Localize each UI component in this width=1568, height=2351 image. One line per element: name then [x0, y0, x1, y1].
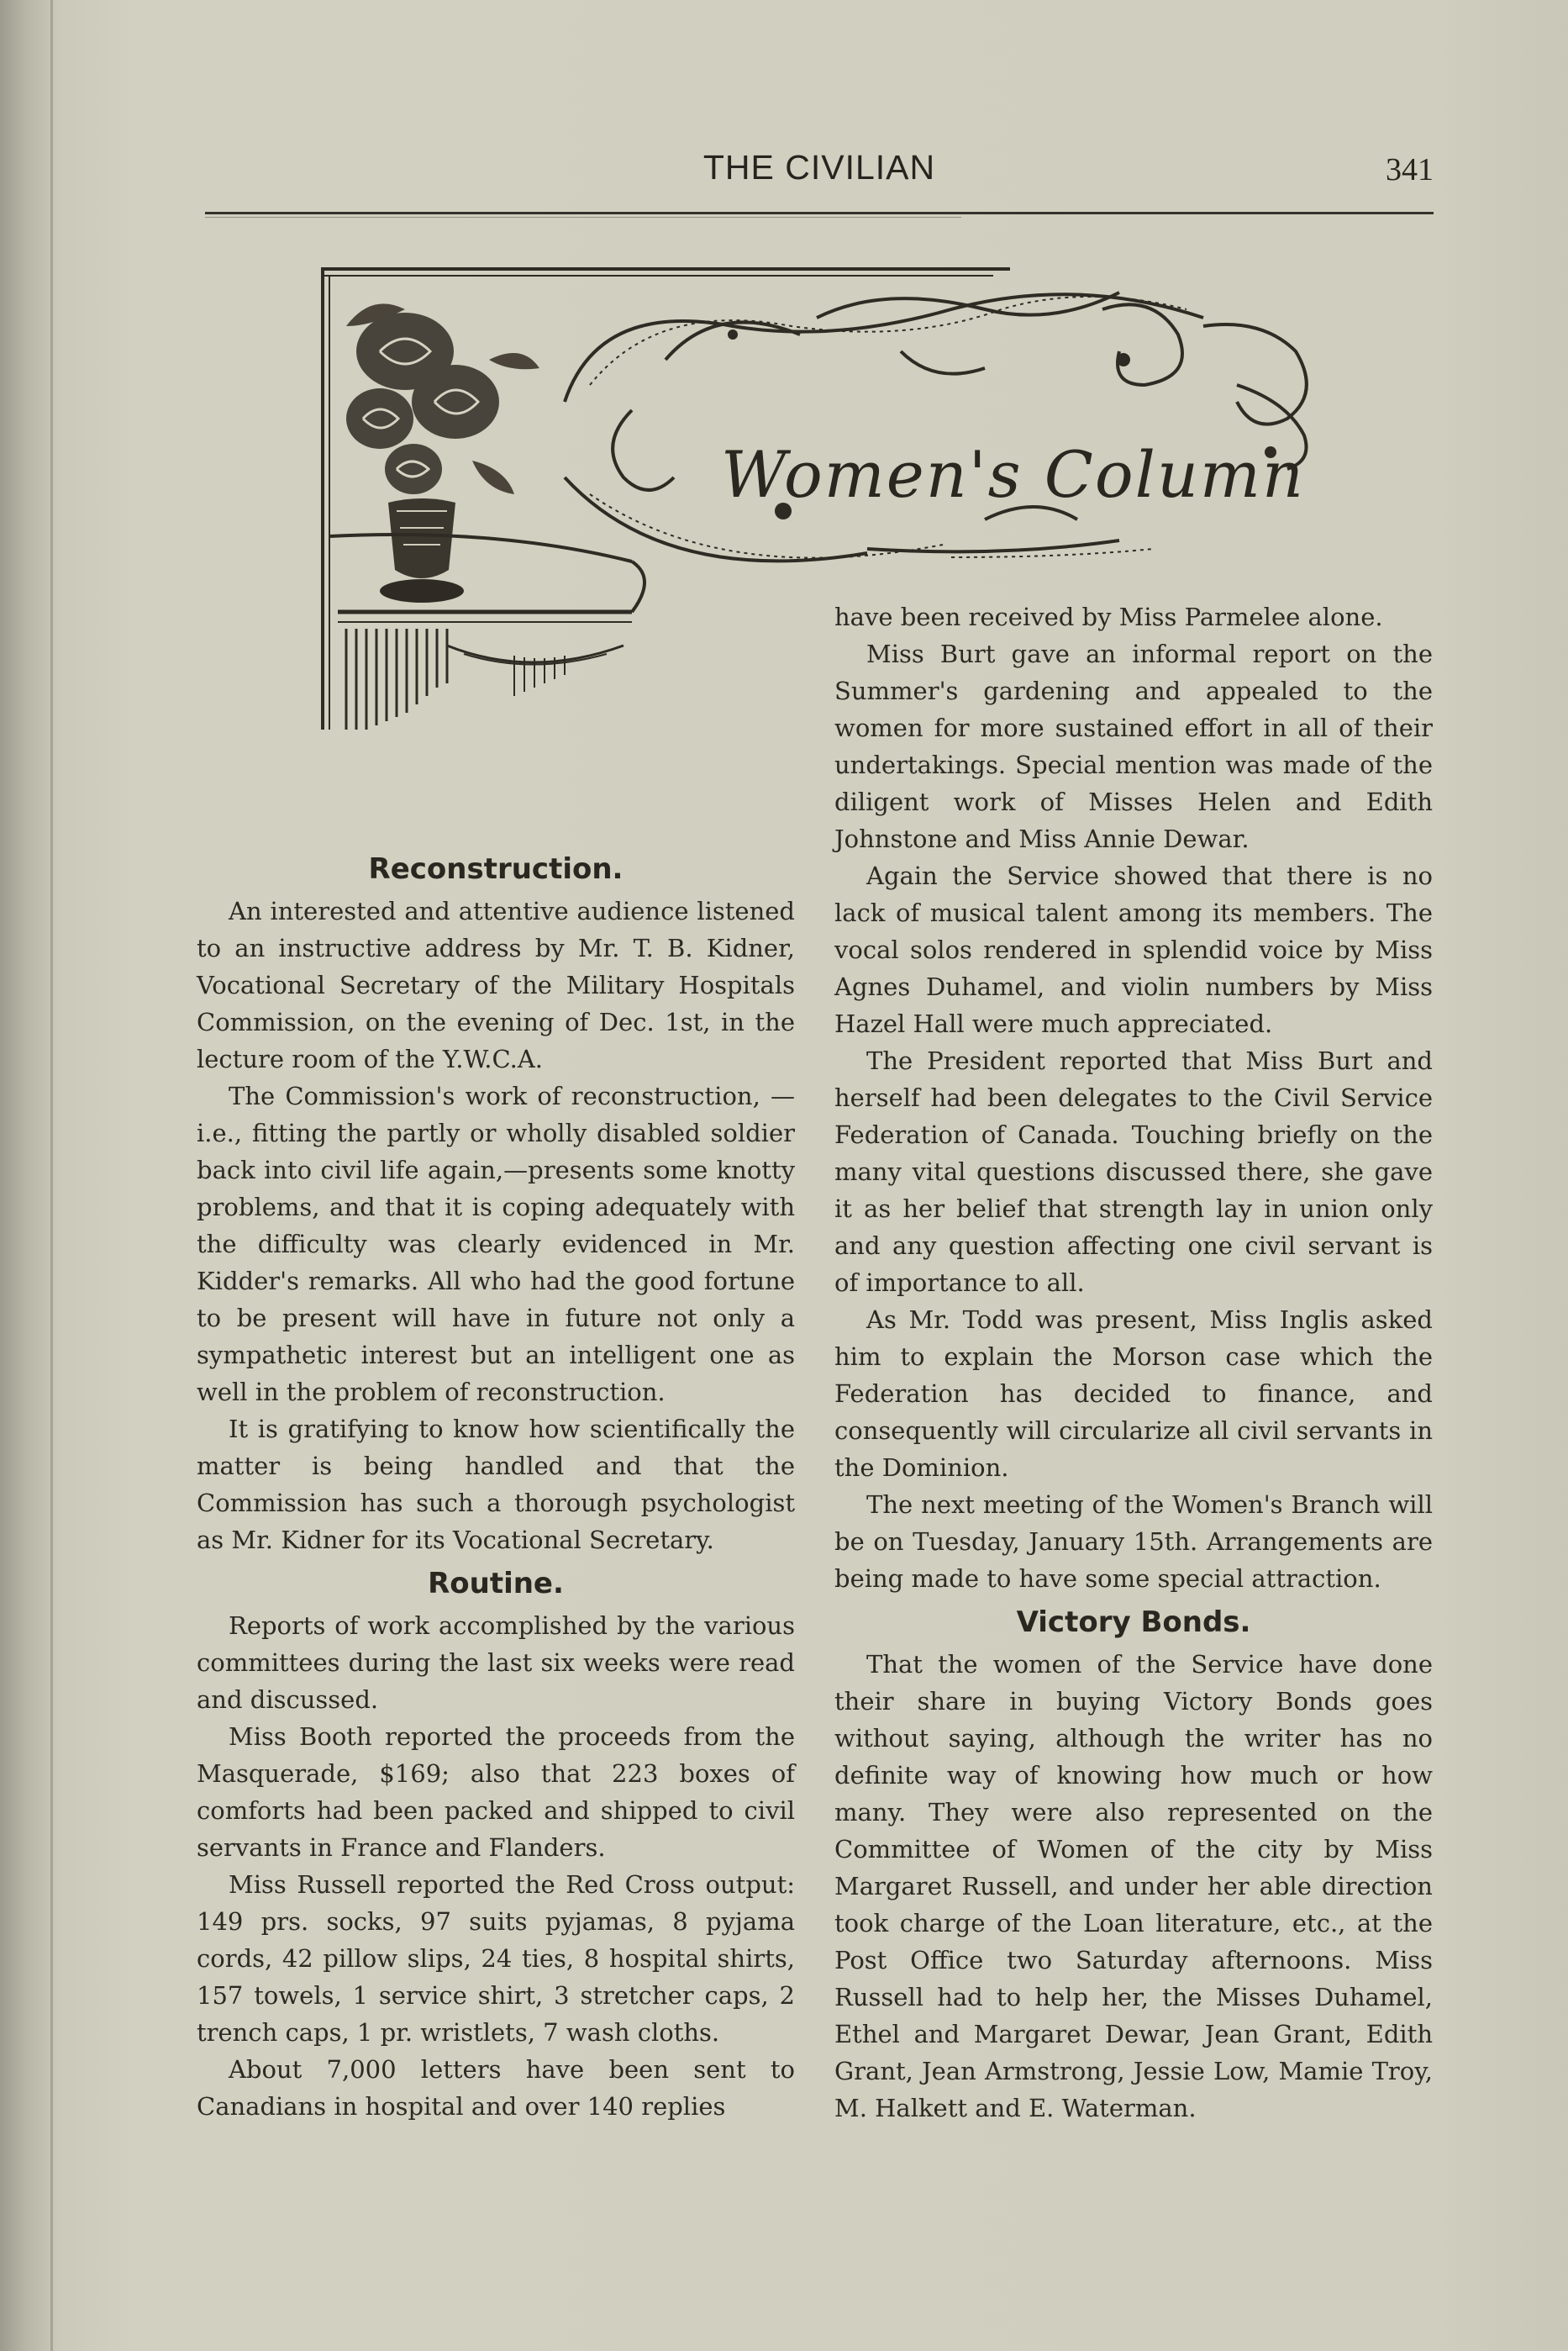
section-heading: Routine. — [428, 1567, 564, 1600]
section-heading: Victory Bonds. — [1016, 1605, 1251, 1639]
left-column — [197, 844, 795, 2125]
paragraph: Miss Russell reported the Red Cross output: 149 prs. socks, 97 suits pyjamas, 8 pyjama cords, 42 pillow slips, 24 ties, 8 hospital shirts, 157 towels, 1 service shirt, 3 stretcher caps, 2 trench caps, 1 pr. wristlets, 7 wash cloths. — [197, 1870, 795, 2047]
right-column — [834, 598, 1433, 2127]
paragraph: About 7,000 letters have been sent to Canadians in hospital and over 140 replies — [197, 2055, 795, 2121]
column-title: Women's Column — [721, 437, 1305, 512]
paragraph: An interested and attentive audience listened to an instructive address by Mr. T. B. Kidner, Vocational Secretary of the Military Hospitals Commission, on the evening of Dec. 1st, in the lecture room of the Y.W.C.A. — [197, 897, 795, 1073]
paragraph: That the women of the Service have done their share in buying Victory Bonds goes without saying, although the writer has no definite way of knowing how much or how many. They were also represented on the Committee of Women of the city by Miss Margaret Russell, and under her able direction took charge of the Loan literature, etc., at the Post Office two Saturday afternoons. Miss Russell had to help her, the Misses Duhamel, Ethel and Margaret Dewar, Jean Grant, Edith Grant, Jean Armstrong, Jessie Low, Mamie Troy, M. Halkett and E. Waterman. — [834, 1650, 1433, 2122]
paragraph: It is gratifying to know how scientifically the matter is being handled and that the Commission has such a thorough psychologist as Mr. Kidner for its Vocational Secretary. — [197, 1415, 795, 1554]
paragraph: As Mr. Todd was present, Miss Inglis asked him to explain the Morson case which the Federation has decided to finance, and consequently will circularize all civil servants in the Dominion. — [834, 1305, 1433, 1482]
paragraph: Miss Burt gave an informal report on the Summer's gardening and appealed to the women for more sustained effort in all of their undertakings. Special mention was made of the diligent work of Misses Helen and Edith Johnstone and Miss Annie Dewar. — [834, 640, 1433, 853]
paragraph: The Commission's work of reconstruction, —i.e., fitting the partly or wholly disabled soldier back into civil life again,—presents some knotty problems, and that it is coping adequately with the difficulty was clearly evidenced in Mr. Kidder's remarks. All who had the good fortune to be present will have in future not only a sympathetic interest but an intelligent one as well in the problem of reconstruction. — [197, 1082, 795, 1406]
paragraph: Miss Booth reported the proceeds from the Masquerade, $169; also that 223 boxes of comforts had been packed and shipped to civil servants in France and Flanders. — [197, 1722, 795, 1862]
page-number: 341 — [1386, 152, 1434, 187]
paragraph: The next meeting of the Women's Branch will be on Tuesday, January 15th. Arrangements are being made to have some special attraction. — [834, 1490, 1433, 1593]
section-heading: Reconstruction. — [368, 852, 624, 886]
paragraph: The President reported that Miss Burt and herself had been delegates to the Civil Service Federation of Canada. Touching briefly on the many vital questions discussed there, she gave it as her belief that strength lay in union only and any question affecting one civil servant is of importance to all. — [834, 1046, 1433, 1297]
paragraph-continuation: have been received by Miss Parmelee alone. — [834, 603, 1383, 631]
running-title: THE CIVILIAN — [702, 148, 936, 187]
header-rule-thin — [205, 217, 961, 218]
paragraph: Again the Service showed that there is no lack of musical talent among its members. The vocal solos rendered in splendid voice by Miss Agnes Duhamel, and violin numbers by Miss Hazel Hall were much appreciated. — [834, 862, 1433, 1038]
running-head — [205, 140, 1434, 198]
paragraph: Reports of work accomplished by the various committees during the last six weeks were read and discussed. — [197, 1611, 795, 1714]
binding-gutter — [50, 0, 53, 2351]
header-rule — [205, 212, 1434, 214]
